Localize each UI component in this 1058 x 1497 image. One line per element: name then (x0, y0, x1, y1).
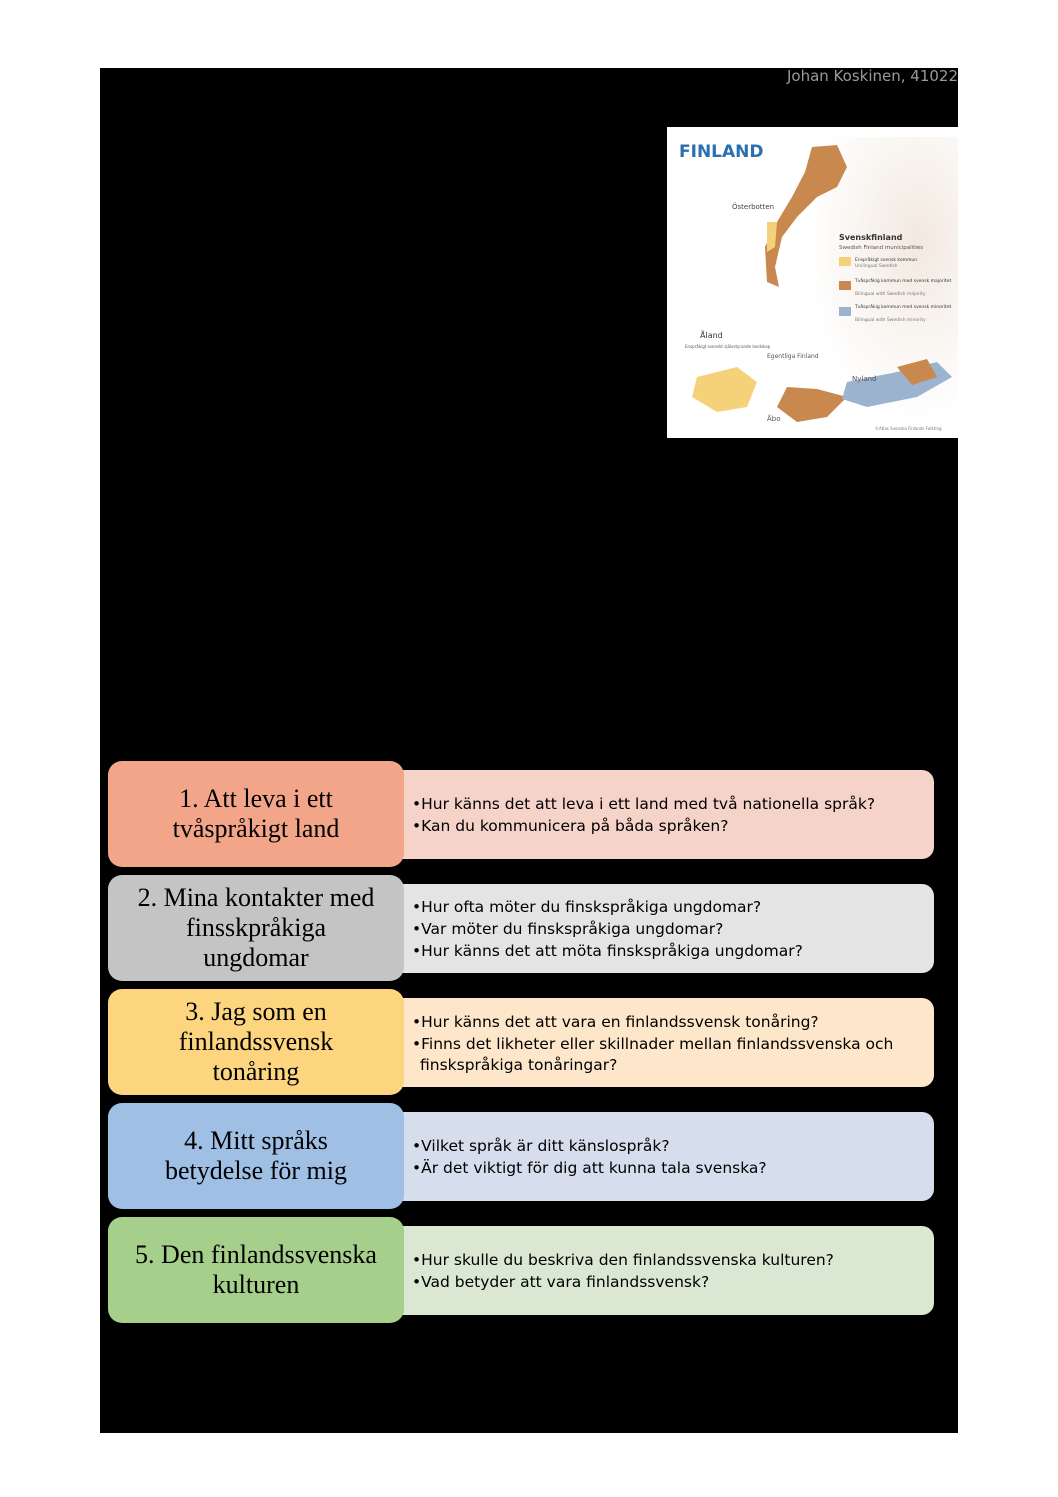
question-text: •Finns det likheter eller skillnader mellan finlandssvenska och (412, 1034, 894, 1053)
topic-title-box: 3. Jag som en finlandssvensk tonåring (108, 989, 404, 1095)
topic-questions-box (400, 770, 934, 859)
topic-questions-box (400, 998, 934, 1087)
question-text: •Hur ofta möter du finskspråkiga ungdomar? (412, 897, 762, 916)
svg-text:Nyland: Nyland (852, 375, 877, 383)
author-label: Johan Koskinen, 41022 (786, 67, 958, 85)
question-text: •Var möter du finskspråkiga ungdomar? (412, 919, 724, 938)
svg-text:Egentliga Finland: Egentliga Finland (767, 353, 819, 360)
svg-text:©Atlas Svenska Finlands Folkti: ©Atlas Svenska Finlands Folkting (875, 426, 942, 431)
question-text: •Hur skulle du beskriva den finlandssvenska kulturen? (412, 1250, 834, 1269)
map-title: FINLAND (679, 142, 764, 162)
finland-map-illustration (667, 127, 958, 438)
topic-questions-box (400, 1112, 934, 1201)
topic-title-box: 5. Den finlandssvenska kulturen (108, 1217, 404, 1323)
svg-text:Bilingual with Swedish minorit: Bilingual with Swedish minority (855, 318, 926, 323)
topic-title-box: 2. Mina kontakter med finsskpråkiga ungdomar (108, 875, 404, 981)
topic-title-box: 1. Att leva i ett tvåspråkigt land (108, 761, 404, 867)
legend-swatch-unilingual (839, 257, 851, 266)
legend-swatch-majority (839, 281, 851, 290)
question-text: •Hur känns det att möta finskspråkiga ungdomar? (412, 941, 803, 960)
svg-text:Unilingual Swedish: Unilingual Swedish (855, 264, 898, 269)
document-page (100, 68, 958, 1433)
svg-text:Enspråkigt svensk kommun: Enspråkigt svensk kommun (855, 258, 918, 263)
svg-text:Enspråkigt svenskt självstyran: Enspråkigt svenskt självstyrande landskap (685, 344, 771, 349)
finland-map (667, 127, 958, 438)
topic-questions-box (400, 1226, 934, 1315)
legend-title: Svenskfinland (839, 233, 903, 242)
svg-text:Åland: Åland (700, 331, 723, 340)
topic-title-box: 4. Mitt språks betydelse för mig (108, 1103, 404, 1209)
svg-text:Åbo: Åbo (767, 415, 781, 423)
question-text: finskspråkiga tonåringar? (420, 1055, 618, 1074)
svg-text:Bilingual with Swedish majorit: Bilingual with Swedish majority (855, 292, 926, 297)
svg-text:Österbotten: Österbotten (732, 203, 775, 211)
question-text: •Hur känns det att vara en finlandssvensk tonåring? (412, 1012, 819, 1031)
legend-swatch-minority (839, 307, 851, 316)
svg-text:Tvåspråkig kommun med svensk m: Tvåspråkig kommun med svensk minoritet (855, 305, 952, 310)
svg-text:Tvåspråkig kommun med svensk m: Tvåspråkig kommun med svensk majoritet (855, 279, 952, 284)
topic-questions-box (400, 884, 934, 973)
svg-text:Swedish Finland municipalities: Swedish Finland municipalities (839, 245, 924, 251)
question-text: •Vilket språk är ditt känslospråk? (412, 1136, 670, 1155)
question-text: •Hur känns det att leva i ett land med två nationella språk? (412, 794, 876, 813)
question-text: •Är det viktigt för dig att kunna tala svenska? (412, 1158, 767, 1177)
question-text: •Kan du kommunicera på båda språken? (412, 816, 729, 835)
question-text: •Vad betyder att vara finlandssvensk? (412, 1272, 710, 1291)
